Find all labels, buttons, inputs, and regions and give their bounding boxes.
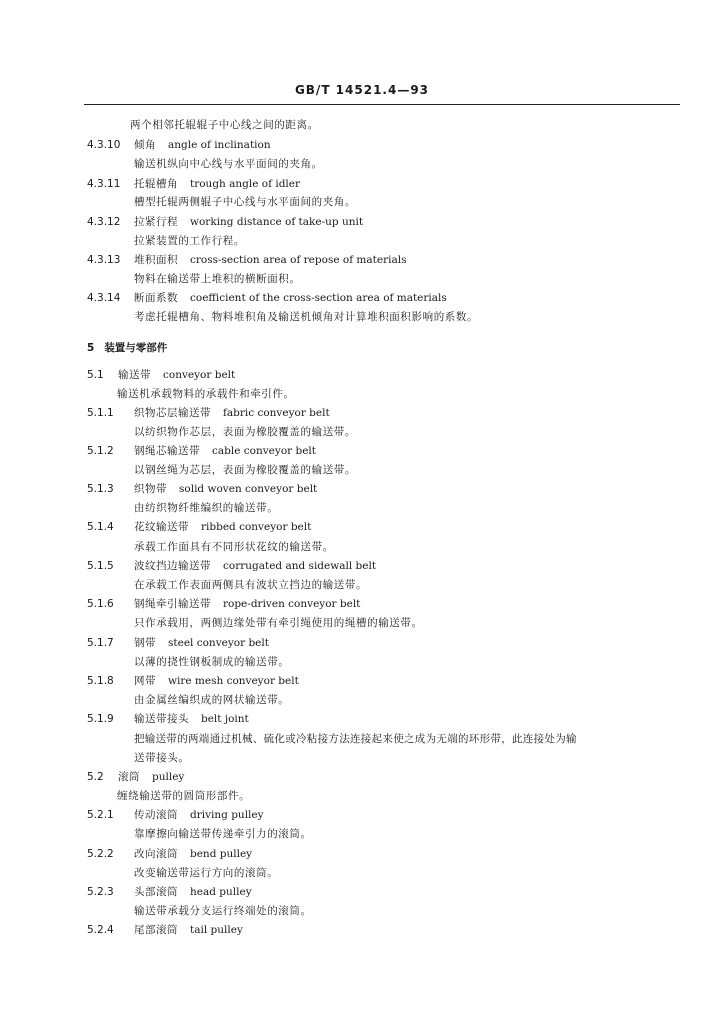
- term-definition: 把输送带的两端通过机械、硫化或冷粘接方法连接起来使之成为无端的环形带，此连接处为输: [134, 733, 577, 745]
- term-en: tail pulley: [190, 924, 243, 936]
- clause-number: 5.1.4: [87, 521, 114, 533]
- term-en: steel conveyor belt: [168, 637, 269, 649]
- lead-text: 两个相邻托辊辊子中心线之间的距离。: [130, 119, 319, 131]
- term-en: head pulley: [190, 886, 252, 898]
- term-en: driving pulley: [190, 809, 264, 821]
- section-heading: [87, 341, 167, 355]
- term-en: trough angle of idler: [190, 178, 301, 190]
- term-zh: 头部滚筒: [134, 886, 178, 898]
- clause-number: 5.1.7: [87, 637, 114, 649]
- clause-number: 4.3.13: [87, 254, 121, 266]
- term-definition: 承载工作面具有不同形状花纹的输送带。: [134, 541, 334, 553]
- term-definition: 缠绕输送带的圆筒形部件。: [117, 790, 251, 802]
- term-zh: 织物芯层输送带: [134, 407, 211, 419]
- term-definition: 输送机纵向中心线与水平面间的夹角。: [134, 158, 323, 170]
- clause-number: 4.3.12: [87, 216, 121, 228]
- term-en: bend pulley: [190, 848, 253, 860]
- term-zh: 钢绳牵引输送带: [134, 598, 211, 610]
- term-definition: 槽型托辊两侧辊子中心线与水平面间的夹角。: [134, 196, 356, 208]
- term-zh: 输送带: [118, 369, 151, 381]
- term-definition: 考虑托辊槽角、物料堆积角及输送机倾角对计算堆积面积影响的系数。: [134, 311, 479, 323]
- term-en: belt joint: [201, 713, 249, 725]
- term-en: wire mesh conveyor belt: [168, 675, 299, 687]
- term-en: solid woven conveyor belt: [179, 483, 318, 495]
- term-zh: 输送带接头: [134, 713, 189, 725]
- term-en: pulley: [152, 771, 185, 783]
- term-zh: 花纹输送带: [134, 521, 189, 533]
- clause-number: 4.3.11: [87, 178, 121, 190]
- term-en: working distance of take-up unit: [190, 216, 364, 228]
- clause-number: 5.2.1: [87, 809, 114, 821]
- term-definition: 物料在输送带上堆积的横断面积。: [134, 273, 301, 285]
- term-en: cable conveyor belt: [212, 445, 317, 457]
- term-definition: 以薄的挠性钢板制成的输送带。: [134, 656, 290, 668]
- clause-number: 5.2.4: [87, 924, 114, 936]
- term-zh: 传动滚筒: [134, 809, 178, 821]
- header-rule: [84, 104, 680, 105]
- term-zh: 改向滚筒: [134, 848, 178, 860]
- term-zh: 钢带: [134, 637, 156, 649]
- clause-number: 5.1.6: [87, 598, 114, 610]
- term-definition: 改变输送带运行方向的滚筒。: [134, 867, 279, 879]
- term-definition: 以钢丝绳为芯层，表面为橡胶覆盖的输送带。: [134, 464, 356, 476]
- section-title: 装置与零部件: [104, 342, 168, 354]
- page-header: GB/T 14521.4—93: [294, 83, 430, 97]
- term-en: conveyor belt: [163, 369, 236, 381]
- term-zh: 网带: [134, 675, 156, 687]
- term-zh: 滚筒: [118, 771, 140, 783]
- term-zh: 织物带: [134, 483, 167, 495]
- term-definition-continued: 送带接头。: [134, 752, 190, 764]
- term-definition: 拉紧装置的工作行程。: [134, 235, 245, 247]
- term-zh: 拉紧行程: [134, 216, 178, 228]
- section-number: 5: [87, 342, 95, 354]
- term-en: angle of inclination: [168, 139, 271, 151]
- clause-number: 5.2.2: [87, 848, 114, 860]
- term-zh: 倾角: [134, 139, 156, 151]
- term-zh: 托辊槽角: [134, 178, 178, 190]
- clause-number: 5.1.5: [87, 560, 114, 572]
- term-zh: 钢绳芯输送带: [134, 445, 200, 457]
- term-definition: 由纺织物纤维编织的输送带。: [134, 502, 279, 514]
- clause-number: 5.1.9: [87, 713, 114, 725]
- clause-number: 5.1: [87, 369, 104, 381]
- clause-number: 5.2: [87, 771, 104, 783]
- clause-number: 5.1.1: [87, 407, 114, 419]
- term-definition: 由金属丝编织成的网状输送带。: [134, 694, 290, 706]
- term-zh: 尾部滚筒: [134, 924, 178, 936]
- term-en: fabric conveyor belt: [223, 407, 330, 419]
- term-zh: 断面系数: [134, 292, 178, 304]
- term-en: cross-section area of repose of materials: [190, 254, 407, 266]
- clause-number: 5.1.8: [87, 675, 114, 687]
- clause-number: 5.1.3: [87, 483, 114, 495]
- term-definition: 以纺织物作芯层，表面为橡胶覆盖的输送带。: [134, 426, 356, 438]
- term-zh: 堆积面积: [134, 254, 178, 266]
- clause-number: 4.3.14: [87, 292, 121, 304]
- clause-number: 4.3.10: [87, 139, 121, 151]
- term-definition: 只作承载用，两侧边缘处带有牵引绳使用的绳槽的输送带。: [134, 617, 423, 629]
- term-zh: 波纹挡边输送带: [134, 560, 211, 572]
- term-en: rope-driven conveyor belt: [223, 598, 361, 610]
- term-definition: 在承载工作表面两侧具有波状立挡边的输送带。: [134, 579, 368, 591]
- term-en: coefficient of the cross-section area of materials: [190, 292, 447, 304]
- term-definition: 输送机承载物料的承载件和牵引件。: [117, 388, 295, 400]
- clause-number: 5.2.3: [87, 886, 114, 898]
- term-definition: 靠摩擦向输送带传递牵引力的滚筒。: [134, 828, 312, 840]
- term-definition: 输送带承载分支运行终端处的滚筒。: [134, 905, 312, 917]
- term-en: corrugated and sidewall belt: [223, 560, 377, 572]
- clause-number: 5.1.2: [87, 445, 114, 457]
- term-en: ribbed conveyor belt: [201, 521, 312, 533]
